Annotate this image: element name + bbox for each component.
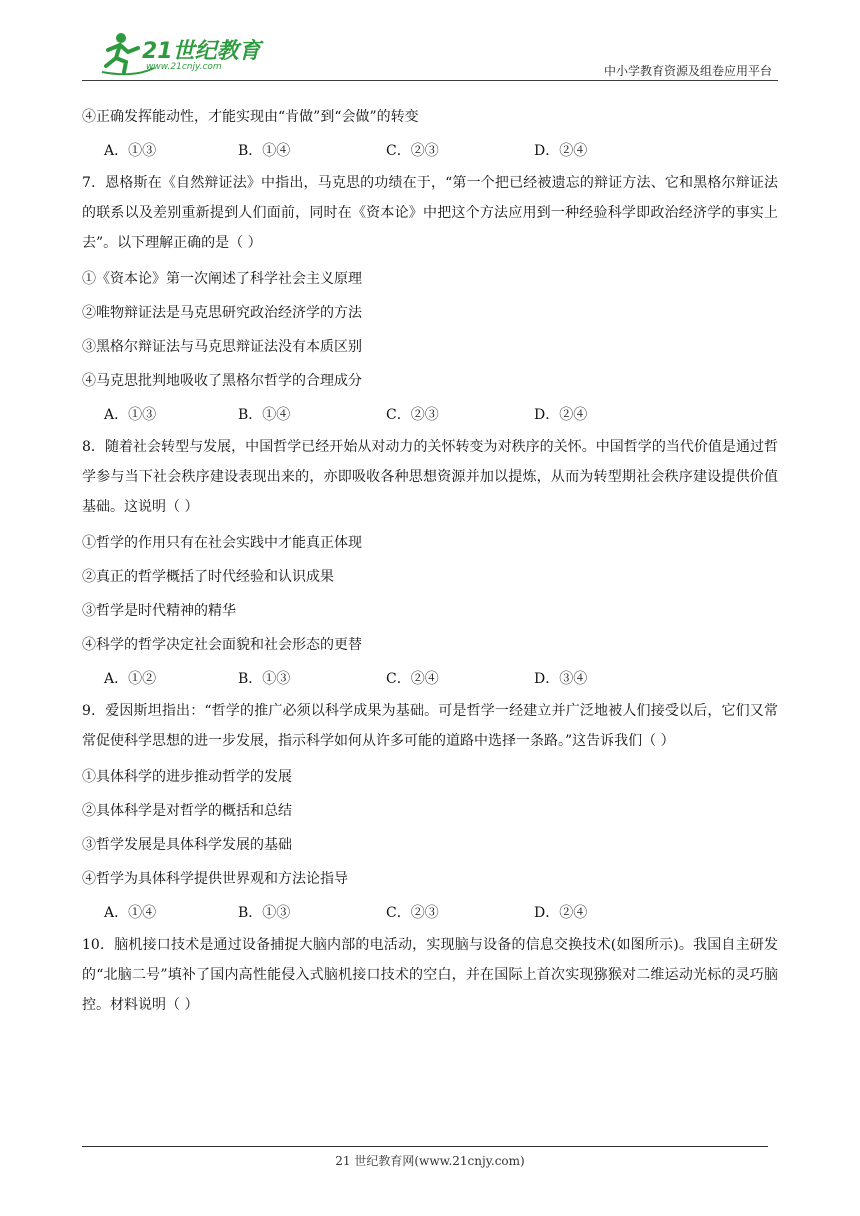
logo-url: www.21cnjy.com — [146, 62, 222, 72]
option-a: A．①③ — [104, 143, 157, 159]
question-stem: 8．随着社会转型与发展，中国哲学已经开始从对动力的关怀转变为对秩序的关怀。中国哲学的当代价值是通过哲学参与当下社会秩序建设表现出来的，亦即吸收各种思想资源并加以提炼，从而为转型期社会秩序建设提供价值基础。这说明（ ） — [82, 439, 778, 515]
answer-options — [82, 662, 778, 696]
statement-line: ③哲学发展是具体科学发展的基础 — [82, 837, 292, 853]
statement-line: ④科学的哲学决定社会面貌和社会形态的更替 — [82, 637, 362, 653]
option-b: B．①③ — [238, 905, 291, 921]
statement-line: ①哲学的作用只有在社会实践中才能真正体现 — [82, 535, 362, 551]
option-d: D．②④ — [534, 905, 588, 921]
option-d: D．②④ — [534, 143, 588, 159]
statement-line: ②具体科学是对哲学的概括和总结 — [82, 803, 292, 819]
platform-title: 中小学教育资源及组卷应用平台 — [603, 64, 772, 78]
option-b: B．①④ — [238, 407, 291, 423]
option-c: C．②③ — [386, 143, 439, 159]
answer-options — [82, 134, 778, 168]
logo-text: 21世纪教育 — [142, 39, 261, 64]
statement-line: ①具体科学的进步推动哲学的发展 — [82, 769, 292, 785]
option-c: C．②④ — [386, 671, 439, 687]
statement-line: ④正确发挥能动性，才能实现由“肯做”到“会做”的转变 — [82, 109, 419, 125]
statement-line: ④马克思批判地吸收了黑格尔哲学的合理成分 — [82, 373, 362, 389]
header-divider — [82, 80, 778, 81]
option-d: D．③④ — [534, 671, 588, 687]
statement-line: ②唯物辩证法是马克思研究政治经济学的方法 — [82, 305, 362, 321]
statement-line: ②真正的哲学概括了时代经验和认识成果 — [82, 569, 334, 585]
footer-divider — [82, 1146, 768, 1147]
option-b: B．①④ — [238, 143, 291, 159]
statement-line: ④哲学为具体科学提供世界观和方法论指导 — [82, 871, 348, 887]
question-stem: 9．爱因斯坦指出：“哲学的推广必须以科学成果为基础。可是哲学一经建立并广泛地被人们接受以后，它们又常常促使科学思想的进一步发展，指示科学如何从许多可能的道路中选择一条路。”这告诉我们（ ） — [82, 703, 778, 749]
answer-options — [82, 896, 778, 930]
question-content — [82, 100, 778, 1024]
statement-line: ③黑格尔辩证法与马克思辩证法没有本质区别 — [82, 339, 362, 355]
answer-options — [82, 398, 778, 432]
statement-line: ③哲学是时代精神的精华 — [82, 603, 236, 619]
site-logo — [94, 28, 274, 78]
option-a: A．①④ — [104, 905, 157, 921]
option-c: C．②③ — [386, 407, 439, 423]
option-c: C．②③ — [386, 905, 439, 921]
option-d: D．②④ — [534, 407, 588, 423]
footer-text: 21 世纪教育网(www.21cnjy.com) — [335, 1154, 525, 1168]
option-a: A．①③ — [104, 407, 157, 423]
option-a: A．①② — [104, 671, 157, 687]
question-stem: 10．脑机接口技术是通过设备捕捉大脑内部的电活动，实现脑与设备的信息交换技术(如图所示)。我国自主研发的“北脑二号”填补了国内高性能侵入式脑机接口技术的空白，并在国际上首次实现猕猴对二维运动光标的灵巧脑控。材料说明（ ） — [82, 937, 778, 1013]
option-b: B．①③ — [238, 671, 291, 687]
question-stem: 7．恩格斯在《自然辩证法》中指出，马克思的功绩在于，“第一个把已经被遗忘的辩证方法、它和黑格尔辩证法的联系以及差别重新提到人们面前，同时在《资本论》中把这个方法应用到一种经验科学即政治经济学的事实上去”。以下理解正确的是（ ） — [82, 175, 778, 251]
statement-line: ①《资本论》第一次阐述了科学社会主义原理 — [82, 271, 362, 287]
